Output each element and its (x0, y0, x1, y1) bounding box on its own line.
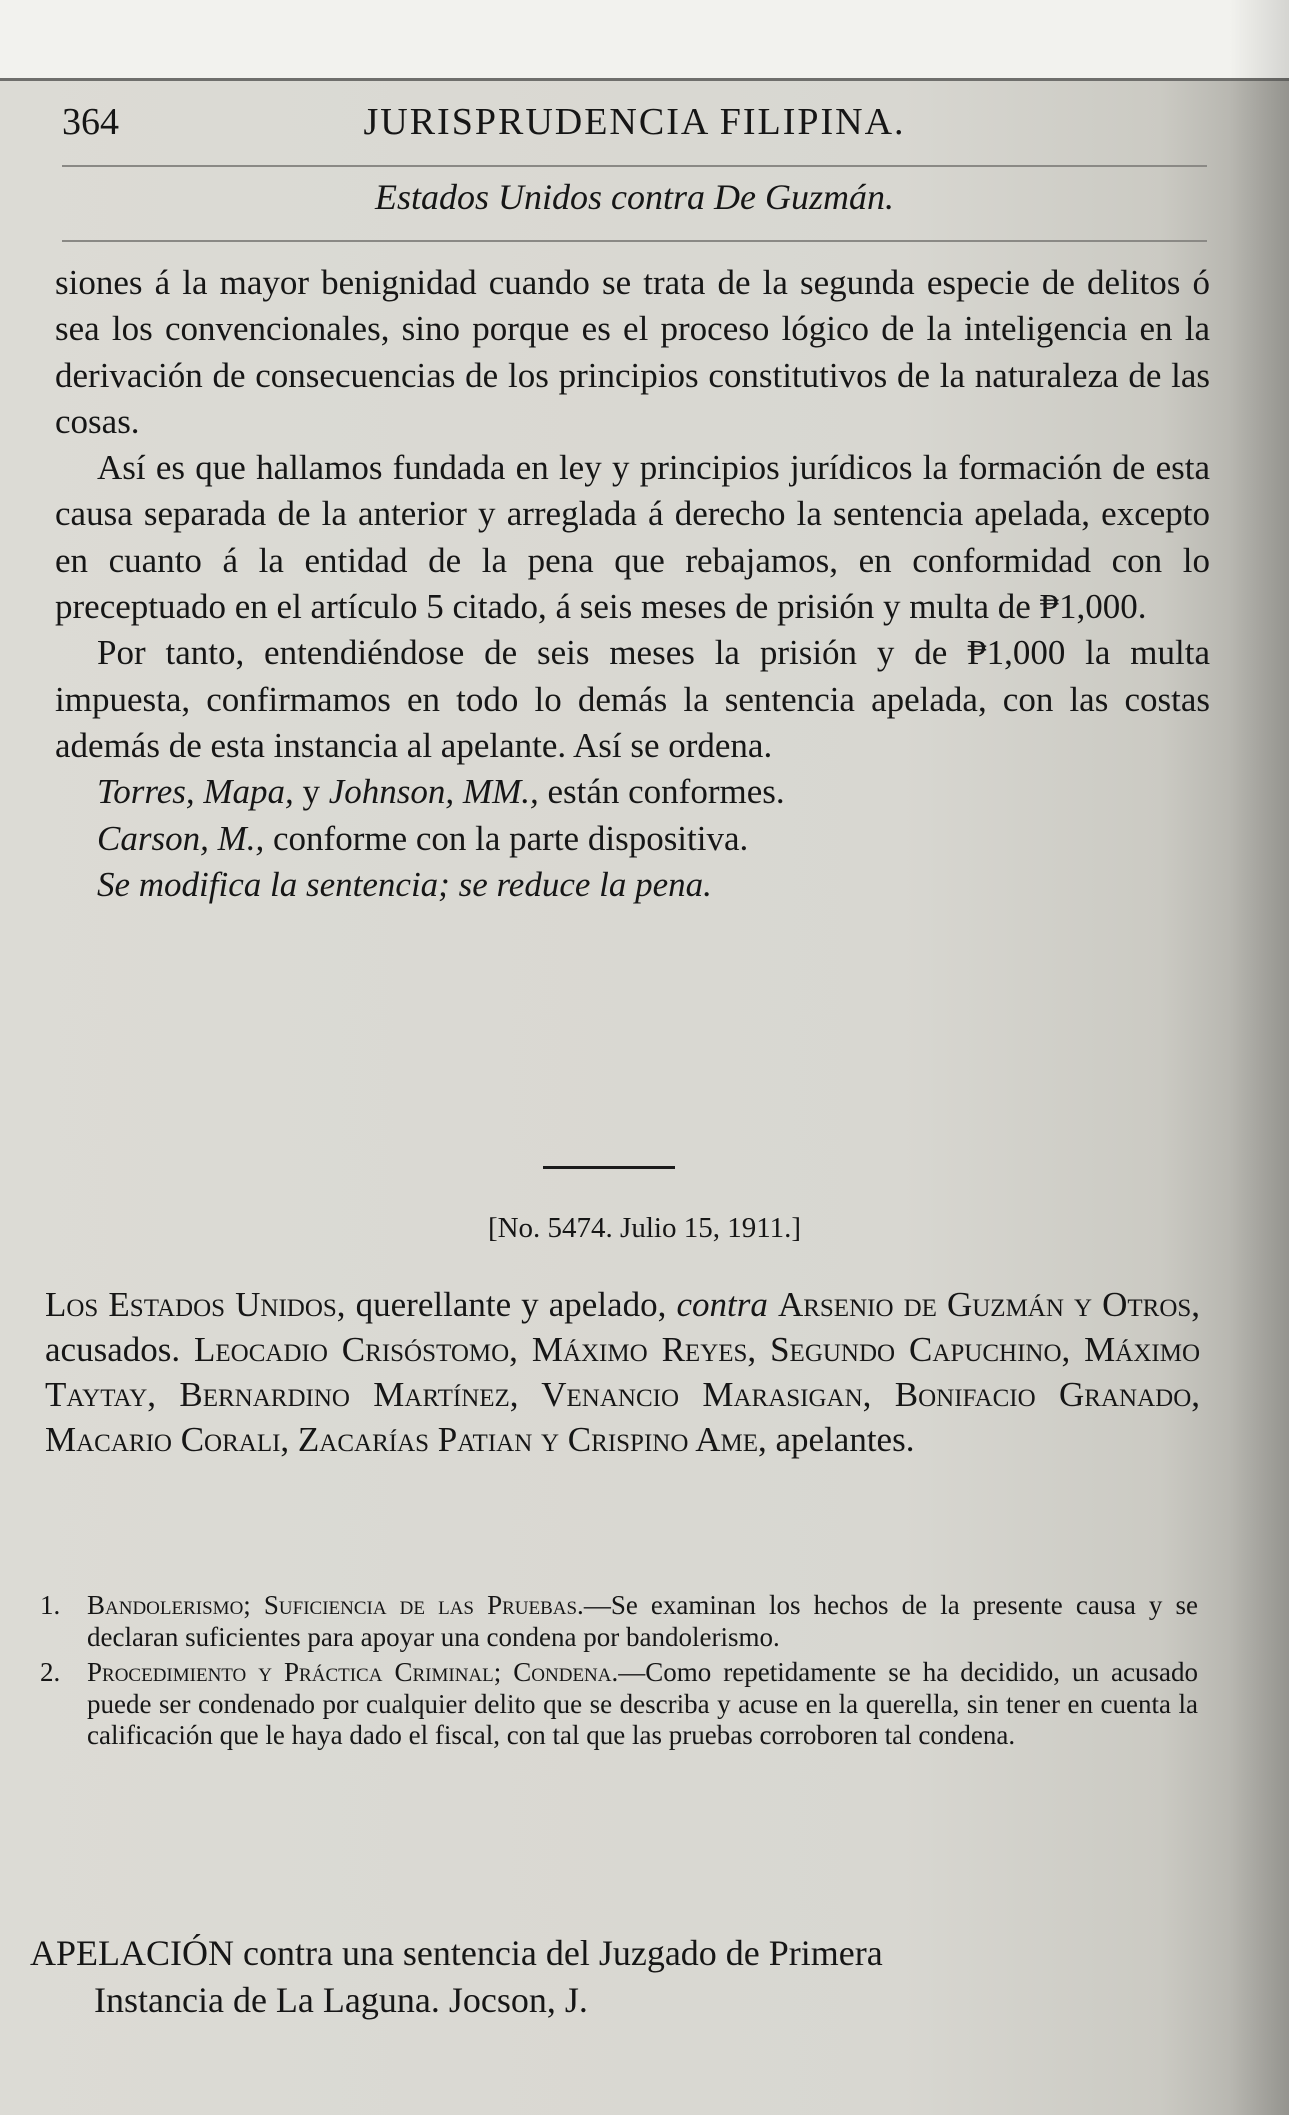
running-title: JURISPRUDENCIA FILIPINA. (363, 101, 906, 143)
appeal-statement (30, 1930, 1200, 2024)
appeal-text: contra una sentencia del Juzgado de Primera (243, 1933, 883, 1973)
syllabus-text: —Como repetidamente se ha decidido, un acusado puede ser condenado por cualquier delito que se describa y acuse en la querella, sin tener en cuenta la calificación que le haya dado el fiscal, con tal que las pruebas corroboren tal condena. (87, 1657, 1198, 1750)
partial-concurrence-line (55, 816, 1210, 862)
defendants: Arsenio de Guzmán y Otros, (777, 1285, 1201, 1324)
syllabus (40, 1590, 1198, 1756)
page-number: 364 (62, 101, 119, 143)
contra: contra (676, 1285, 768, 1324)
section-separator (543, 1166, 675, 1169)
syllabus-number: 2. (40, 1657, 61, 1687)
justice-name-carson: Carson, M., (97, 818, 265, 858)
concurrence-text: están conformes. (547, 772, 785, 812)
appeal-line-1 (30, 1930, 1200, 1977)
syllabus-text: —Se examinan los hechos de la presente causa y se declaran suficientes para apoyar una condena por bandolerismo. (87, 1590, 1198, 1652)
partial-concurrence-text: conforme con la parte dispositiva. (273, 818, 749, 858)
justices-names: Torres, Mapa, (97, 772, 294, 812)
scan-edge-line (0, 78, 1289, 81)
syllabus-heading: Procedimiento y Práctica Criminal; Condena. (87, 1657, 619, 1687)
justice-name: Johnson, MM., (328, 772, 539, 812)
syllabus-heading: Bandolerismo; Suficiencia de las Pruebas. (87, 1590, 584, 1620)
decision-summary: Se modifica la sentencia; se reduce la pena. (97, 864, 712, 904)
appellants: Leocadio Crisóstomo, Máximo Reyes, Segundo Capuchino, Máximo Taytay, Bernardino Martínez, Venancio Marasigan, Bonifacio Granado, Macario Corali, Zacarías Patian y Crispino Ame, (45, 1330, 1201, 1459)
defendants-role: acusados. (45, 1330, 181, 1369)
paragraph-holding: Así es que hallamos fundada en ley y principios jurídicos la formación de esta causa separada de la anterior y arreglada á derecho la sentencia apelada, excepto en cuanto á la entidad de la pena que rebajamos, en conformidad con lo preceptuado en el artículo 5 citado, á seis meses de prisión y multa de ₱1,000. (55, 448, 1210, 627)
appeal-line-2: Instancia de La Laguna. Jocson, J. (94, 1980, 588, 2020)
scan-edge-shadow (1229, 0, 1289, 2115)
header-rule (62, 165, 1207, 167)
plaintiff: Los Estados Unidos, (45, 1285, 346, 1324)
subtitle-rule (62, 240, 1207, 242)
paragraph-disposition: Por tanto, entendiéndose de seis meses la prisión y de ₱1,000 la multa impuesta, confirmamos en todo lo demás la sentencia apelada, con las costas además de esta instancia al apelante. Así se ordena. (55, 633, 1210, 765)
opinion-body (55, 260, 1210, 908)
plaintiff-role: querellante y apelado, (355, 1285, 667, 1324)
case-subtitle: Estados Unidos contra De Guzmán. (375, 177, 894, 217)
syllabus-item (40, 1590, 1198, 1653)
syllabus-number: 1. (40, 1590, 61, 1620)
concurrence-line (55, 769, 1210, 815)
syllabus-item (40, 1657, 1198, 1752)
case-number-date: [No. 5474. Julio 15, 1911.] (487, 1212, 802, 1244)
paragraph-continued: siones á la mayor benignidad cuando se trata de la segunda especie de delitos ó sea los convencionales, sino porque es el proceso lógico de la inteligencia en la derivación de consecuencias de los principios constitutivos de la naturaleza de las cosas. (55, 263, 1210, 441)
page-header (62, 100, 1207, 156)
appellants-role: apelantes. (775, 1420, 915, 1459)
scan-top-margin (0, 0, 1289, 78)
case-parties (45, 1282, 1200, 1462)
appeal-label: APELACIÓN (30, 1933, 234, 1973)
conjunction: y (302, 772, 321, 812)
